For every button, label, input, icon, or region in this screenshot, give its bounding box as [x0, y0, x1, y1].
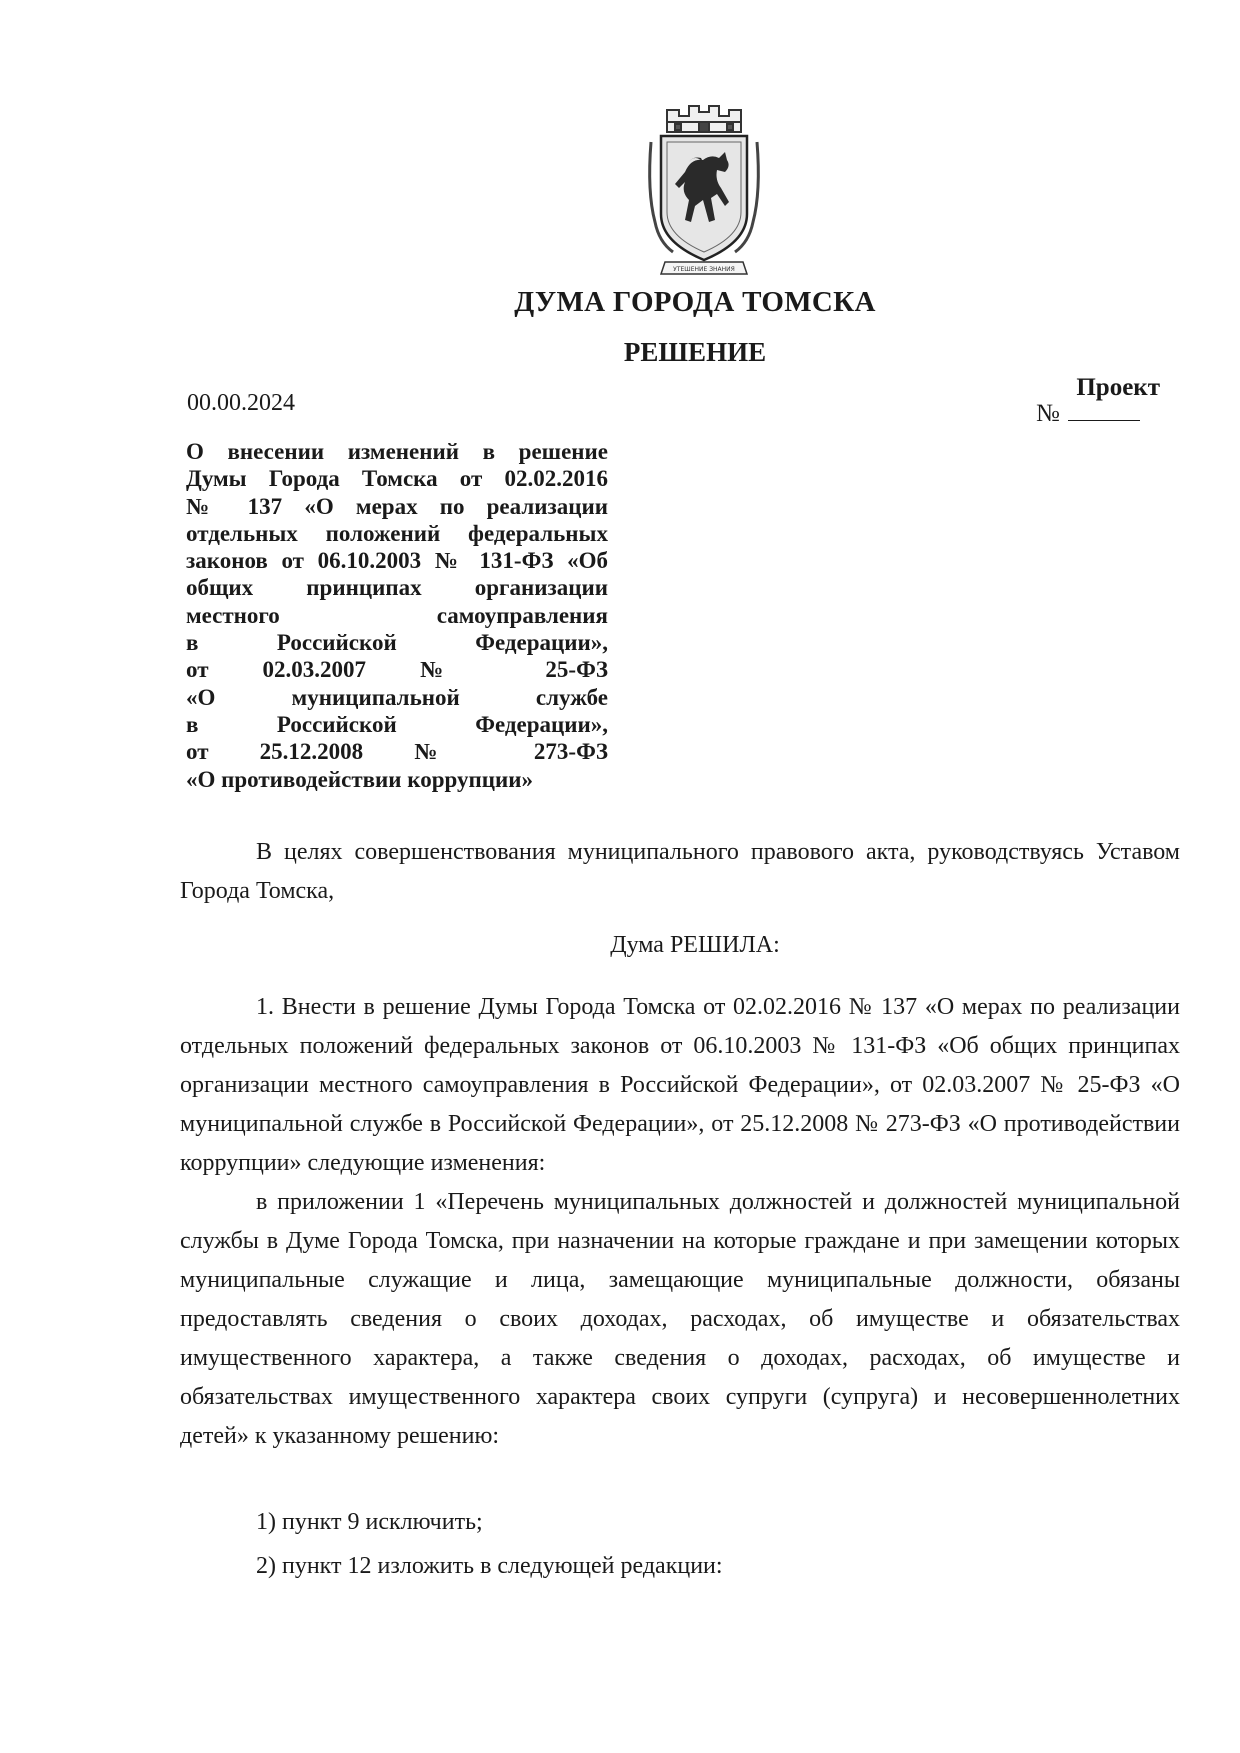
- appendix-text: в приложении 1 «Перечень муниципальных должностей и должностей муниципальной службы в Думе Города Томска, при назначении на которые граждане и при замещении которых муниципальные служащие и лица, замещающие муниципальные должности, обязаны предоставлять сведения о своих доходах, расходах, об имуществе и обязательствах имущественного характера, а также сведения о доходах, расходах, об имуществе и обязательствах имущественного характера своих супруги (супруга) и несовершеннолетних детей» к указанному решению:: [180, 1189, 1180, 1449]
- document-number: [1036, 400, 1140, 428]
- title-line: от 25.12.2008 № 273-ФЗ: [186, 739, 608, 765]
- title-line: Думы Города Томска от 02.02.2016: [186, 466, 608, 492]
- title-line: «О противодействии коррупции»: [186, 766, 534, 792]
- list-item: 1) пункт 9 исключить;: [256, 1509, 483, 1535]
- number-blank: [1068, 400, 1140, 421]
- decision-heading: Дума РЕШИЛА:: [610, 932, 780, 958]
- title-line: в Российской Федерации»,: [186, 630, 608, 656]
- title-line: отдельных положений федеральных: [186, 520, 608, 546]
- title-line: от 02.03.2007 № 25-ФЗ: [186, 657, 608, 683]
- preamble-paragraph: [180, 833, 1180, 911]
- svg-text:УТЕШЕНИЕ ЗНАНИЯ: УТЕШЕНИЕ ЗНАНИЯ: [673, 266, 735, 273]
- decision-body: [180, 988, 1180, 1456]
- title-line: в Российской Федерации»,: [186, 711, 608, 737]
- crown-icon: [667, 106, 741, 132]
- title-line: местного самоуправления: [186, 602, 608, 628]
- title-line: № 137 «О мерах по реализации: [186, 493, 608, 519]
- point-1-text: 1. Внести в решение Думы Города Томска от 02.02.2016 № 137 «О мерах по реализации отдельных положений федеральных законов от 06.10.2003 № 131-ФЗ «Об общих принципах организации местного самоуправления в Российской Федерации», от 02.03.2007 № 25-ФЗ «О муниципальной службе в Российской Федерации», от 25.12.2008 № 273-ФЗ «О противодействии коррупции» следующие изменения:: [180, 994, 1180, 1176]
- title-line: «О муниципальной службе: [186, 684, 608, 710]
- decision-title: [186, 438, 608, 793]
- list-item: 2) пункт 12 изложить в следующей редакции:: [256, 1553, 723, 1579]
- organization-name: ДУМА ГОРОДА ТОМСКА: [514, 286, 876, 318]
- title-line: О внесении изменений в решение: [186, 439, 608, 464]
- document-date: 00.00.2024: [187, 390, 295, 416]
- title-line: законов от 06.10.2003 № 131-ФЗ «Об: [186, 548, 608, 574]
- title-line: общих принципах организации: [186, 575, 608, 601]
- city-coat-of-arms: [645, 102, 763, 280]
- number-label: №: [1036, 400, 1060, 427]
- preamble-text: В целях совершенствования муниципального правового акта, руководствуясь Уставом Города Томска,: [180, 839, 1180, 904]
- draft-status: Проект: [1076, 374, 1160, 401]
- document-type: РЕШЕНИЕ: [623, 337, 767, 367]
